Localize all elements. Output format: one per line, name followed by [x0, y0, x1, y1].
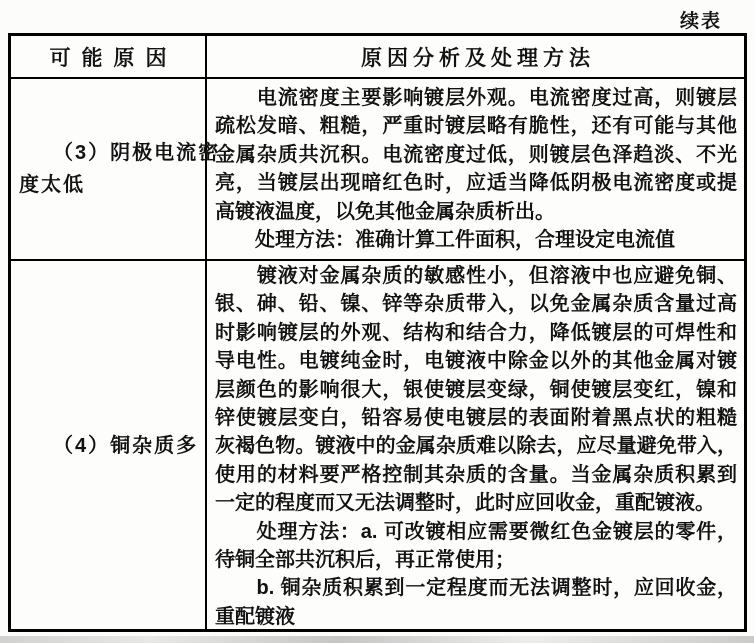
text-line: 高镀液温度，以免其他金属杂质析出。 [215, 200, 555, 223]
text-line: 层颜色的影响很大，银使镀层变绿，铜使镀层变红，镍和 [215, 378, 737, 401]
text-line: 银、砷、铅、镍、锌等杂质带入，以免金属杂质含量过高 [215, 293, 737, 316]
text-line: 亮，当镀层出现暗红色时，应适当降低阴极电流密度或提 [215, 172, 737, 195]
text-line: 电流密度主要影响镀层外观。电流密度过高，则镀层 [215, 87, 737, 109]
troubleshooting-table [8, 33, 747, 632]
text-line: 待铜全部共沉积后，再正常使用； [215, 549, 515, 572]
analysis-cell [207, 261, 744, 631]
table-row [11, 261, 744, 631]
text-line: 灰褐色物。镀液中的金属杂质难以除去，应尽量避免带入， [215, 435, 737, 458]
text-line: （3）阴极电流密 [19, 142, 221, 164]
header-cell-possible-cause: 可能原因 [11, 36, 207, 77]
text-line: 度太低 [19, 174, 85, 196]
cause-cell [11, 79, 221, 259]
continued-table-label: 续表 [679, 11, 722, 32]
text-line: 重配镀液 [215, 605, 295, 628]
text-line: 金属杂质共沉积。电流密度过低，则镀层色泽趋淡、不光 [215, 143, 737, 166]
text-line: 镀液对金属杂质的敏感性小，但溶液中也应避免铜、 [215, 265, 737, 287]
analysis-cell [207, 79, 744, 259]
text-line: 使用的材料要严格控制其杂质的含量。当金属杂质积累到 [215, 463, 737, 486]
cause-cell [11, 261, 207, 631]
table-row [11, 79, 744, 261]
table-header-row [11, 36, 744, 79]
text-line: （4）铜杂质多 [19, 435, 199, 458]
text-line: 处理方法：a. 可改镀相应需要微红色金镀层的零件， [215, 520, 737, 543]
header-cell-analysis-treatment: 原因分析及处理方法 [361, 46, 595, 70]
page-bottom-scan-shadow [0, 636, 754, 643]
text-line: 疏松发暗、粗糙，严重时镀层略有脆性，还有可能与其他 [215, 115, 737, 138]
text-line: b. 铜杂质积累到一定程度而无法调整时，应回收金， [215, 577, 737, 600]
text-line: 导电性。电镀纯金时，电镀液中除金以外的其他金属对镀 [215, 350, 737, 373]
text-line: 处理方法：准确计算工件面积，合理设定电流值 [215, 229, 675, 252]
text-line: 一定的程度而又无法调整时，此时应回收金，重配镀液。 [215, 492, 715, 515]
text-line: 时影响镀层的外观、结构和结合力，降低镀层的可焊性和 [215, 321, 737, 344]
text-line: 锌使镀层变白，铅容易使电镀层的表面附着黑点状的粗糙 [215, 407, 737, 430]
